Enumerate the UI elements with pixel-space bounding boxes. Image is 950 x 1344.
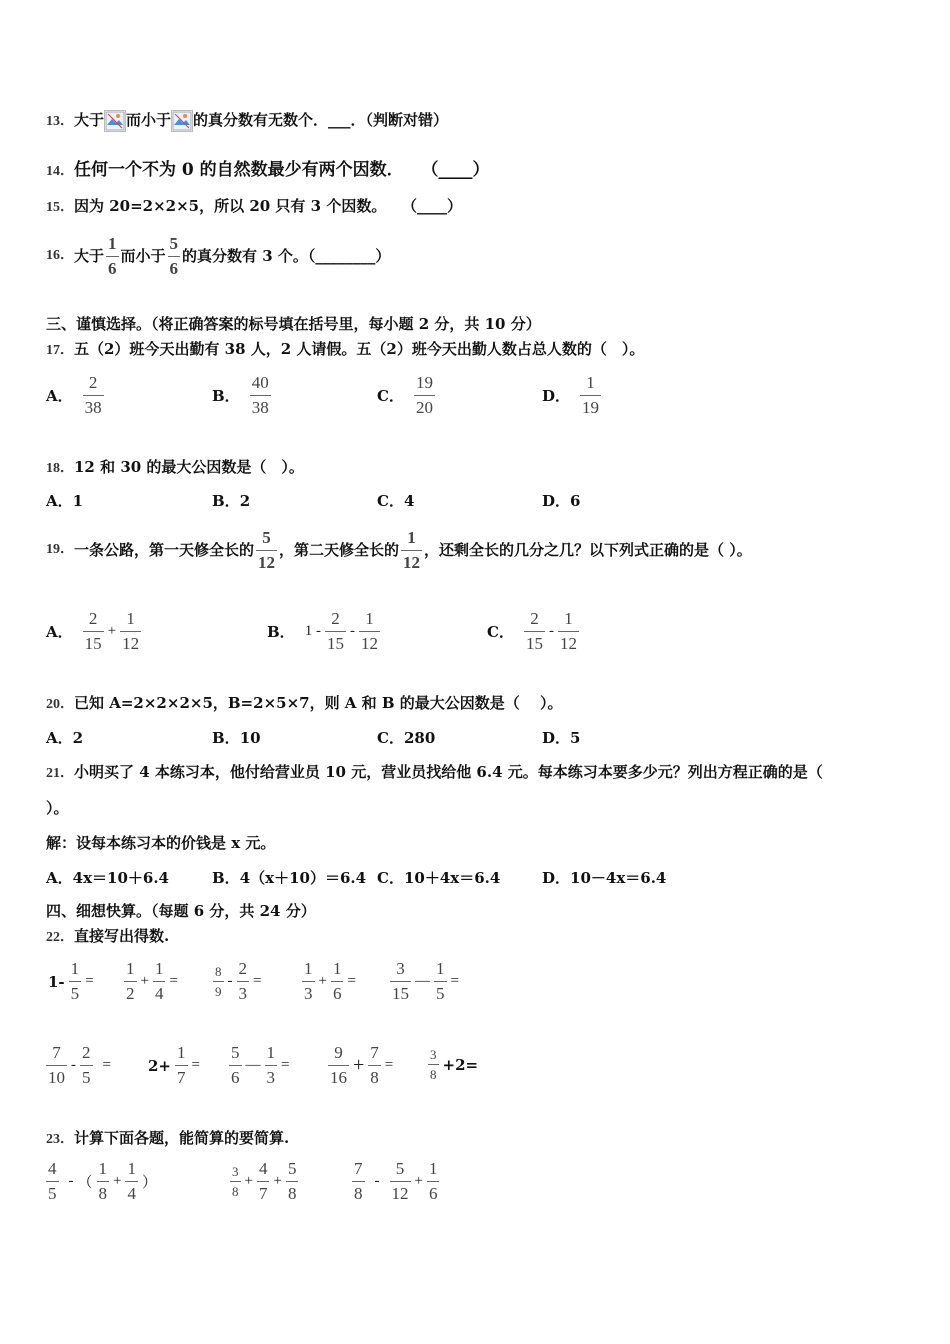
question-23: 23．计算下面各题，能简算的要简算.: [46, 1129, 290, 1147]
fraction: $\frac{8}{9}$: [215, 964, 222, 999]
question-20: 20．已知 A=2×2×2×5，B=2×5×7，则 A 和 B 的最大公因数是（ ）。: [46, 694, 563, 712]
expression: $\frac{8}{9}$ - $\frac{2}{3}$ =: [215, 959, 262, 1003]
option-b[interactable]: B．4（x＋10）＝6.4: [212, 869, 367, 887]
fraction: $\frac{9}{16}$: [330, 1043, 347, 1087]
question-17: 17．五（2）班今天出勤有 38 人，2 人请假。五（2）班今天出勤人数占总人数的（ ）。: [46, 340, 645, 358]
fraction: $\frac{1}{3}$: [304, 959, 313, 1003]
option-a[interactable]: A．4x＝10＋6.4: [46, 869, 169, 887]
fraction: $\frac{1}{2}$: [126, 959, 135, 1003]
fraction: $\frac{1}{19}$: [582, 373, 600, 417]
fraction: $\frac{2}{5}$: [82, 1043, 91, 1087]
question-number: 20．: [46, 697, 74, 712]
option-a[interactable]: A．1: [46, 492, 84, 510]
question-19: 19． 一条公路，第一天修全长的 $\frac{5}{12}$ ，第二天修全长的 $\frac{1}{12}$ ，还剩全长的几分之几？以下列式正确的是（ ）。: [46, 527, 752, 572]
answer-blank[interactable]: ____: [417, 197, 448, 215]
fraction: $\frac{1}{4}$: [154, 959, 164, 1003]
option-c[interactable]: C． $\frac{2}{15}$ - $\frac{1}{12}$: [487, 609, 577, 653]
expression: 2+ $\frac{1}{7}$ =: [148, 1043, 200, 1087]
fraction: $\frac{5}{12}$: [258, 527, 276, 572]
question-21-continued: ）。: [46, 799, 69, 817]
fraction: $\frac{1}{7}$: [177, 1043, 186, 1087]
fraction: $\frac{1}{12}$: [122, 609, 140, 653]
option-c[interactable]: C． $\frac{19}{20}$: [377, 373, 433, 417]
option-b[interactable]: B．10: [212, 729, 261, 747]
question-21: 21．小明买了 4 本练习本，他付给营业员 10 元，营业员找给他 6.4 元。每本练习本要多少元？列出方程正确的是（: [46, 763, 823, 781]
fraction: $\frac{4}{7}$: [258, 1159, 268, 1203]
fraction: $\frac{2}{3}$: [238, 959, 247, 1003]
fraction: $\frac{7}{8}$: [370, 1043, 379, 1087]
question-number: 18．: [46, 461, 74, 476]
fraction: $\frac{5}{12}$: [391, 1159, 409, 1203]
expression: $\frac{3}{15}$ — $\frac{1}{5}$ =: [392, 959, 459, 1003]
question-number: 19．: [46, 542, 74, 557]
option-d[interactable]: D．5: [542, 729, 581, 747]
section-3-title: 三、谨慎选择。（将正确答案的标号填在括号里，每小题 2 分，共 10 分）: [46, 315, 541, 333]
fraction: $\frac{5}{8}$: [287, 1159, 297, 1203]
fraction: $\frac{5}{6}$: [169, 233, 179, 278]
question-22: 22．直接写出得数.: [46, 927, 170, 945]
option-d[interactable]: D．6: [542, 492, 581, 510]
option-a[interactable]: A． $\frac{2}{38}$: [46, 373, 102, 417]
fraction: $\frac{1}{12}$: [360, 609, 378, 653]
fraction: $\frac{2}{15}$: [525, 609, 543, 653]
section-4-title: 四、细想快算。（每题 6 分，共 24 分）: [46, 902, 316, 920]
answer-blank[interactable]: ____: [438, 160, 473, 180]
fraction: $\frac{3}{15}$: [392, 959, 409, 1003]
expression: $\frac{5}{6}$ — $\frac{1}{3}$ =: [231, 1043, 290, 1087]
fraction: $\frac{3}{8}$: [430, 1047, 437, 1082]
fraction: $\frac{3}{8}$: [232, 1164, 239, 1199]
question-15: 15．因为 20=2×2×5，所以 20 只有 3 个因数。 （____）: [46, 197, 463, 215]
broken-image-icon: [171, 110, 193, 132]
fraction: $\frac{1}{5}$: [70, 959, 80, 1003]
fraction: $\frac{1}{8}$: [98, 1159, 108, 1203]
question-number: 17．: [46, 343, 74, 358]
question-number: 23．: [46, 1132, 74, 1147]
question-16: 16． 大于 $\frac{1}{6}$ 而小于 $\frac{5}{6}$ 的真分数有 3 个。（ ________ ）: [46, 233, 391, 278]
answer-blank[interactable]: ________: [315, 247, 376, 265]
fraction: $\frac{7}{10}$: [48, 1043, 65, 1087]
expression: $\frac{7}{8}$ - $\frac{5}{12}$ + $\frac{1}{6}$: [354, 1159, 438, 1203]
option-c[interactable]: C．280: [377, 729, 436, 747]
option-d[interactable]: D．10－4x＝6.4: [542, 869, 667, 887]
fraction: $\frac{1}{6}$: [428, 1159, 438, 1203]
expression: $\frac{9}{16}$ + $\frac{7}{8}$ =: [330, 1043, 394, 1087]
fraction: $\frac{2}{38}$: [84, 373, 102, 417]
expression: 1- $\frac{1}{5}$ =: [48, 959, 94, 1003]
fraction: $\frac{4}{5}$: [48, 1159, 57, 1203]
expression: $\frac{7}{10}$ - $\frac{2}{5}$ =: [48, 1043, 111, 1087]
broken-image-icon: [104, 110, 126, 132]
fraction: $\frac{1}{3}$: [266, 1043, 275, 1087]
fraction: $\frac{7}{8}$: [354, 1159, 363, 1203]
expression: $\frac{3}{8}$ + $\frac{4}{7}$ + $\frac{5}{8}$: [232, 1159, 297, 1203]
question-number: 21．: [46, 766, 74, 781]
fraction: $\frac{40}{38}$: [251, 373, 269, 417]
question-number: 13．: [46, 114, 74, 129]
fraction: $\frac{19}{20}$: [415, 373, 433, 417]
option-d[interactable]: D． $\frac{1}{19}$: [542, 373, 600, 417]
option-b[interactable]: B． 1 - $\frac{2}{15}$ - $\frac{1}{12}$: [267, 609, 378, 653]
question-18: 18．12 和 30 的最大公因数是（ ）。: [46, 458, 304, 476]
fraction: $\frac{2}{15}$: [326, 609, 344, 653]
option-a[interactable]: A．2: [46, 729, 84, 747]
question-number: 16．: [46, 248, 74, 263]
option-b[interactable]: B． $\frac{40}{38}$: [212, 373, 269, 417]
fraction: $\frac{1}{5}$: [436, 959, 445, 1003]
fraction: $\frac{1}{4}$: [127, 1159, 136, 1203]
expression: $\frac{4}{5}$ - （ $\frac{1}{8}$ + $\frac{1}{4}$ ）: [48, 1159, 157, 1203]
question-number: 15．: [46, 200, 74, 215]
option-b[interactable]: B．2: [212, 492, 251, 510]
question-13: 13．大于 而小于 的真分数有无数个．___．（判断对错）: [46, 110, 448, 132]
option-c[interactable]: C．10＋4x＝6.4: [377, 869, 501, 887]
fraction: $\frac{1}{6}$: [332, 959, 342, 1003]
expression: $\frac{1}{2}$ + $\frac{1}{4}$ =: [126, 959, 178, 1003]
answer-blank[interactable]: ___: [328, 111, 351, 129]
fraction: $\frac{1}{6}$: [108, 233, 117, 278]
question-number: 14．: [46, 164, 74, 179]
question-14: 14．任何一个不为 0 的自然数最少有两个因数． （____）: [46, 160, 490, 180]
fraction: $\frac{1}{12}$: [559, 609, 577, 653]
fraction: $\frac{2}{15}$: [84, 609, 102, 653]
option-a[interactable]: A． $\frac{2}{15}$ + $\frac{1}{12}$: [46, 609, 140, 653]
fraction: $\frac{5}{6}$: [231, 1043, 240, 1087]
expression: $\frac{3}{8}$ +2=: [430, 1047, 479, 1082]
question-number: 22．: [46, 930, 74, 945]
solution-line: 解：设每本练习本的价钱是 x 元。: [46, 834, 276, 852]
fraction: $\frac{1}{12}$: [403, 527, 421, 572]
expression: $\frac{1}{3}$ + $\frac{1}{6}$ =: [304, 959, 356, 1003]
option-c[interactable]: C．4: [377, 492, 415, 510]
